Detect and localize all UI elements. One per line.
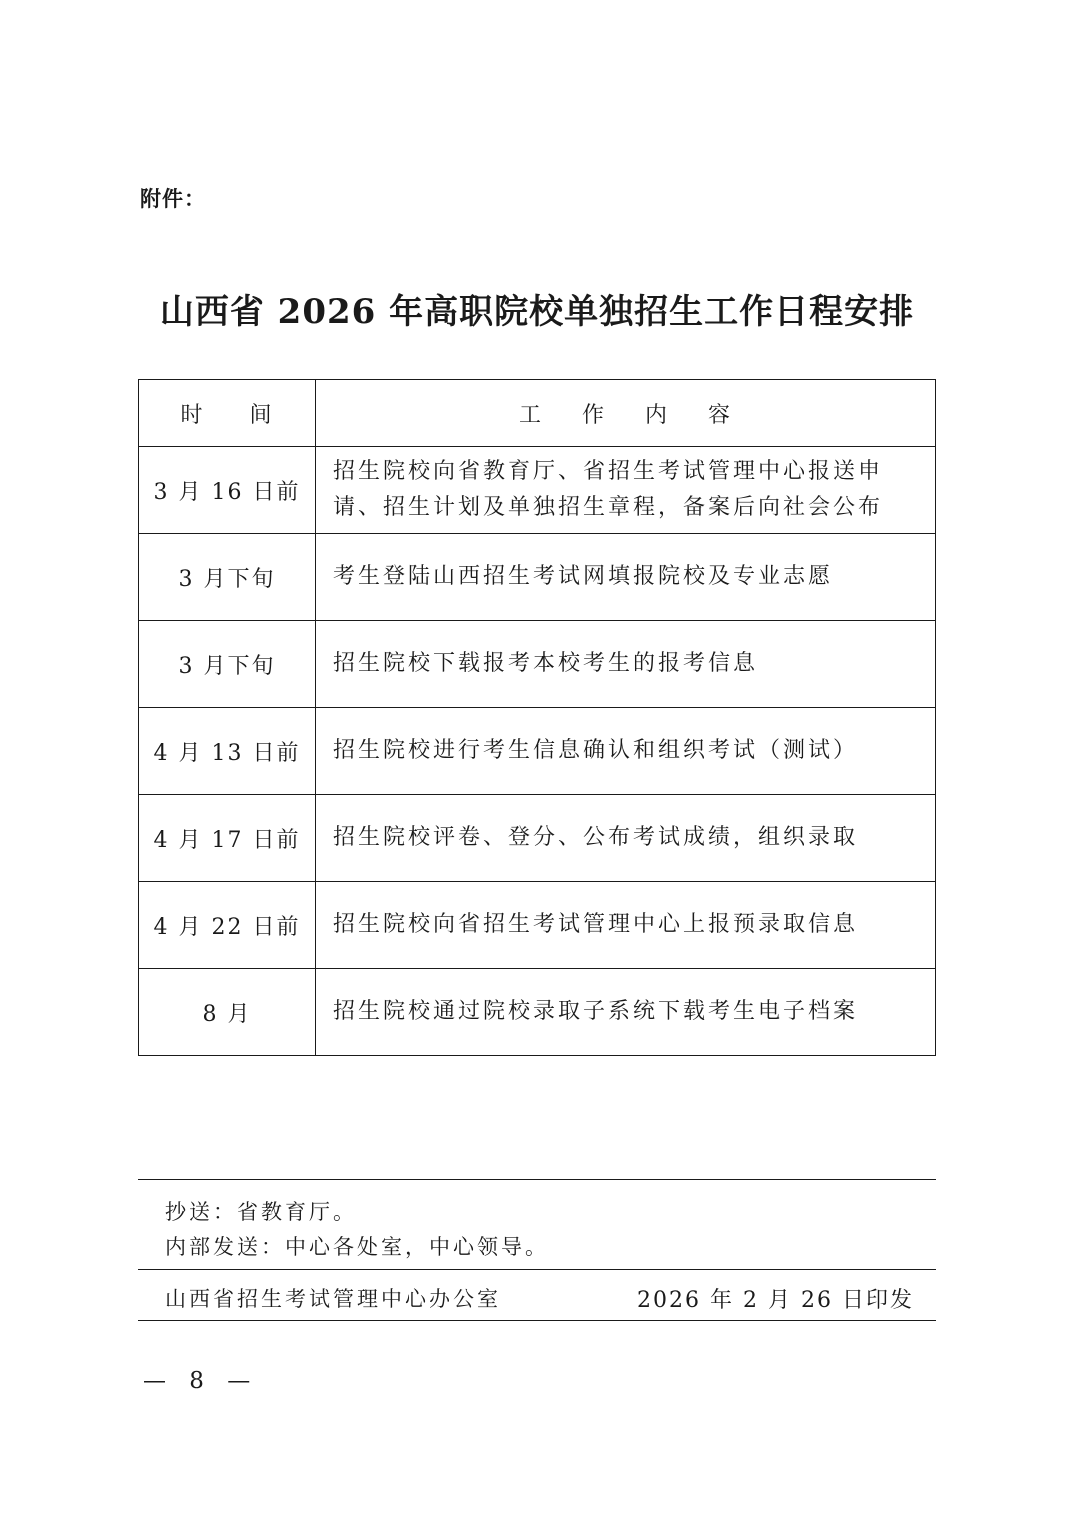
row-work: 招生院校评卷、登分、公布考试成绩，组织录取 <box>316 795 936 882</box>
row-time: 3 月下旬 <box>139 621 316 708</box>
schedule-table <box>138 379 936 1056</box>
table-row <box>139 969 936 1056</box>
table-row <box>139 534 936 621</box>
row-time: 8 月 <box>139 969 316 1056</box>
issuer-office: 山西省招生考试管理中心办公室 <box>165 1287 501 1311</box>
page-number: — 8 — <box>143 1368 259 1394</box>
row-work: 招生院校下载报考本校考生的报考信息 <box>316 621 936 708</box>
table-row <box>139 795 936 882</box>
footer-top-rule <box>138 1179 936 1180</box>
row-time: 3 月下旬 <box>139 534 316 621</box>
internal-distribution-line: 内部发送：中心各处室，中心领导。 <box>165 1235 549 1259</box>
row-work: 招生院校进行考生信息确认和组织考试（测试） <box>316 708 936 795</box>
header-work: 工 作 内 容 <box>316 380 936 447</box>
table-header-row <box>139 380 936 447</box>
row-work: 考生登陆山西招生考试网填报院校及专业志愿 <box>316 534 936 621</box>
row-time: 4 月 17 日前 <box>139 795 316 882</box>
footer-middle-rule <box>138 1269 936 1270</box>
row-work: 招生院校向省招生考试管理中心上报预录取信息 <box>316 882 936 969</box>
document-title: 山西省 2026 年高职院校单独招生工作日程安排 <box>159 292 915 332</box>
footer-bottom-rule <box>138 1320 936 1321</box>
header-time: 时 间 <box>139 380 316 447</box>
row-time: 3 月 16 日前 <box>139 447 316 534</box>
cc-line: 抄送：省教育厅。 <box>165 1200 357 1224</box>
issue-date: 2026 年 2 月 26 日印发 <box>637 1288 914 1313</box>
table-row <box>139 882 936 969</box>
row-time: 4 月 22 日前 <box>139 882 316 969</box>
row-work: 招生院校通过院校录取子系统下载考生电子档案 <box>316 969 936 1056</box>
attachment-label: 附件： <box>140 187 206 211</box>
table-row <box>139 447 936 534</box>
row-time: 4 月 13 日前 <box>139 708 316 795</box>
row-work: 招生院校向省教育厅、省招生考试管理中心报送申请、招生计划及单独招生章程，备案后向社会公布 <box>316 447 936 534</box>
table-row <box>139 708 936 795</box>
table-row <box>139 621 936 708</box>
